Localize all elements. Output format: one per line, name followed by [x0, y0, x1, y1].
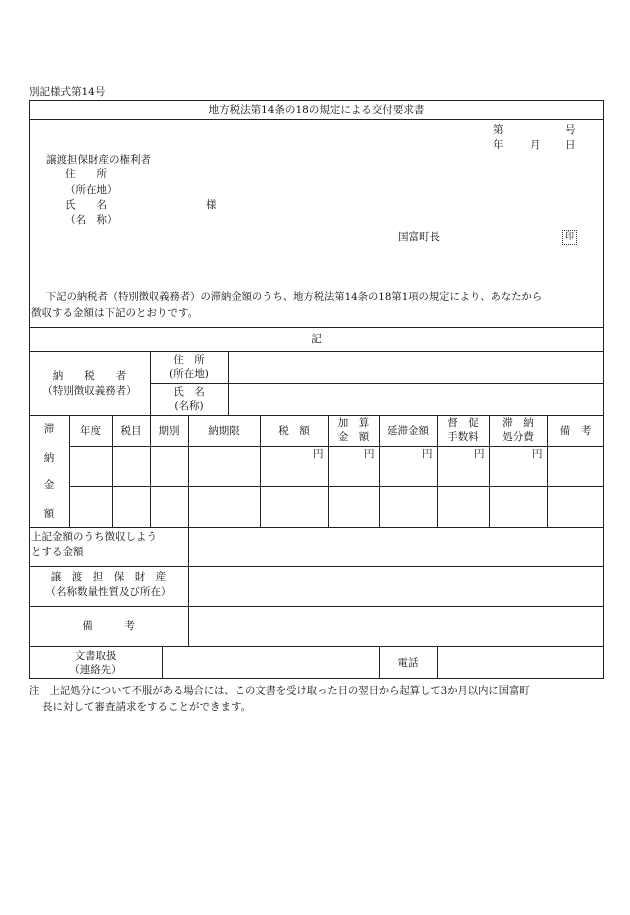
divider: [29, 646, 604, 647]
taxpayer-label-line2: （特別徴収義務者）: [42, 385, 137, 397]
note-line2: 長に対して審査請求をすることができます。: [42, 701, 252, 713]
arrears-side-2: 納: [43, 452, 55, 464]
divider: [29, 606, 604, 607]
addressee-location-label: （所在地）: [65, 184, 118, 196]
taxpayer-name-line2: (名称): [174, 400, 204, 412]
divider: [69, 446, 604, 447]
col-taino-1: 滞 納: [502, 417, 534, 429]
collect-amount-label-1: 上記金額のうち徴収しよう: [31, 531, 157, 543]
divider: [29, 415, 604, 416]
col-entai: 延滞金額: [387, 425, 429, 437]
arrears-side-1: 滞: [43, 423, 55, 435]
body-text-line2: 徴収する金額は下記のとおりです。: [31, 307, 199, 319]
addressee-name-label: 氏 名: [65, 199, 107, 211]
addressee-heading: 譲渡担保財産の権利者: [46, 154, 151, 166]
col-tokusoku-1: 督 促: [447, 417, 479, 429]
divider: [29, 327, 604, 328]
taxpayer-label-line1: 納 税 者: [52, 370, 127, 382]
yen-unit: 円: [474, 448, 485, 460]
date-day: 日: [565, 139, 576, 151]
arrears-side-3: 金: [43, 479, 55, 491]
col-tax-item: 税目: [120, 425, 142, 437]
divider: [29, 566, 604, 567]
col-period: 期別: [158, 425, 180, 437]
contact-label-1: 文書取扱: [74, 650, 117, 662]
date-year: 年: [493, 139, 504, 151]
contact-label-2: （連絡先）: [69, 664, 122, 676]
divider: [29, 351, 604, 352]
seal-mark: 印: [562, 230, 577, 245]
yen-unit: 円: [422, 448, 433, 460]
col-taino-2: 処分費: [502, 431, 534, 443]
issuer: 国富町長: [398, 231, 440, 243]
addressee-address-label: 住 所: [65, 168, 107, 180]
divider: [150, 383, 604, 384]
yen-unit: 円: [532, 448, 543, 460]
property-label-1: 譲 渡 担 保 財 産: [50, 571, 167, 583]
property-label-2: （名称数量性質及び所在）: [45, 586, 172, 598]
yen-unit: 円: [313, 448, 324, 460]
divider: [188, 527, 189, 646]
ki-label: 記: [311, 333, 322, 345]
form-title: 地方税法第14条の18の規定による交付要求書: [208, 104, 425, 116]
addressee-sama: 様: [206, 199, 217, 211]
arrears-side-4: 額: [43, 508, 55, 520]
taxpayer-name-line1: 氏 名: [173, 386, 205, 398]
doc-no-dai: 第: [493, 124, 504, 136]
divider: [69, 486, 604, 487]
collect-amount-label-2: とする金額: [31, 546, 84, 558]
col-tax-amount: 税 額: [278, 425, 310, 437]
col-due-date: 納期限: [208, 425, 240, 437]
doc-no-go: 号: [565, 124, 576, 136]
divider: [29, 527, 604, 528]
form-number: 別記様式第14号: [29, 86, 106, 98]
note-line1: 注 上記処分について不服がある場合には、この文書を受け取った日の翌日から起算して3か月以内に国富町: [29, 685, 530, 697]
phone-label: 電話: [397, 657, 419, 669]
date-month: 月: [530, 139, 541, 151]
taxpayer-address-line2: (所在地): [169, 368, 209, 380]
divider: [437, 646, 438, 679]
taxpayer-address-line1: 住 所: [173, 354, 205, 366]
divider: [29, 119, 604, 120]
remarks-label: 備 考: [82, 620, 135, 632]
col-kasan-2: 金 額: [337, 431, 370, 443]
divider: [162, 646, 163, 679]
col-biko: 備 考: [559, 425, 592, 437]
body-text-line1: 下記の納税者（特別徴収義務者）の滞納金額のうち、地方税法第14条の18第1項の規定により、あなたから: [46, 291, 543, 303]
col-year: 年度: [80, 425, 101, 437]
addressee-title-label: （名 称）: [65, 214, 118, 226]
col-tokusoku-2: 手数料: [447, 431, 479, 443]
col-kasan-1: 加 算: [337, 417, 370, 429]
yen-unit: 円: [364, 448, 375, 460]
